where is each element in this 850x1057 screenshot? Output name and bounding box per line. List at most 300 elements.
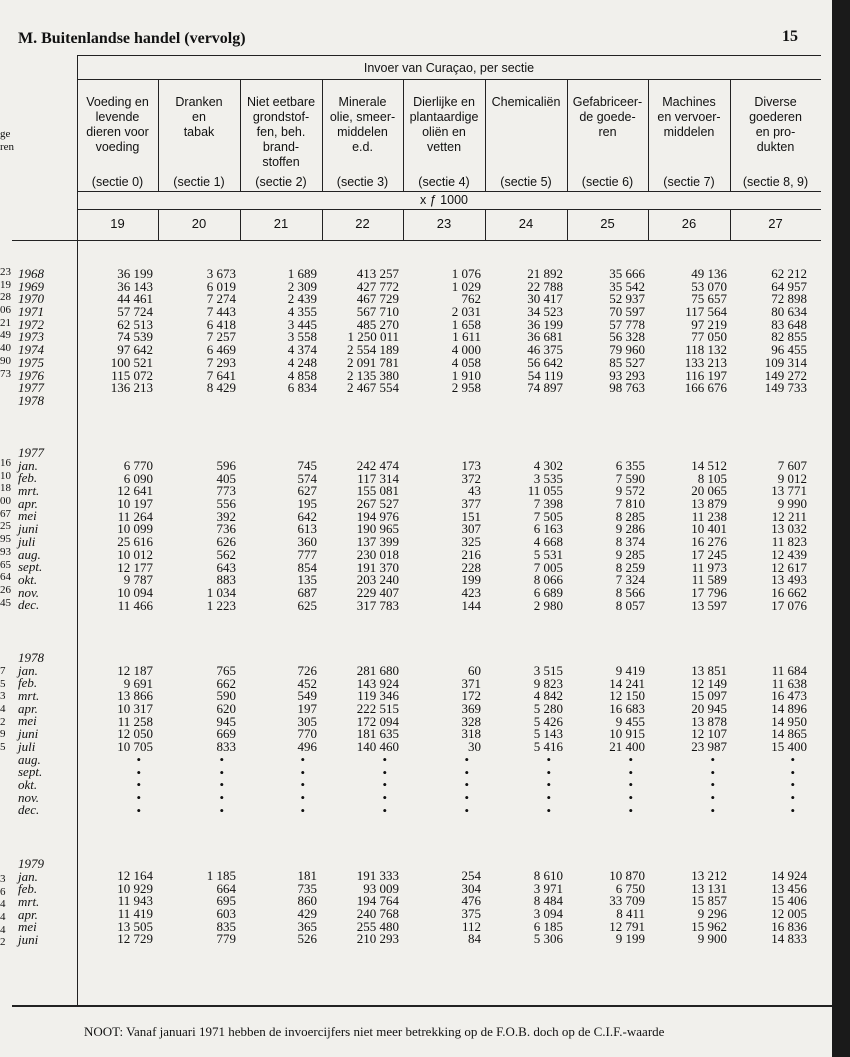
- missing-value-dot: •: [464, 777, 469, 793]
- table-cell: 44 461: [117, 291, 153, 307]
- table-cell: 3 515: [533, 663, 563, 678]
- table-cell: 8 411: [616, 906, 645, 922]
- table-cell: 93 009: [363, 880, 399, 896]
- table-cell: 883: [216, 572, 236, 588]
- column-number-2: 20: [191, 216, 207, 231]
- table-cell: 7 293: [206, 354, 236, 370]
- table-cell: 216: [461, 546, 481, 562]
- table-cell: 1 658: [451, 316, 481, 332]
- annual-col-2: [207, 268, 236, 395]
- table-cell: 10 012: [117, 546, 153, 562]
- monthly-1978-col-9: [771, 665, 807, 817]
- table-cell: 136 213: [110, 380, 153, 396]
- table-cell: 4 374: [287, 342, 317, 358]
- table-cell: 172: [461, 688, 481, 704]
- monthly-1979-col-3: [298, 870, 318, 946]
- table-cell: 12 150: [609, 688, 645, 704]
- table-cell: 627: [297, 483, 317, 499]
- table-cell: 2 439: [287, 291, 317, 307]
- column-number-6: 24: [518, 216, 534, 231]
- table-cell: 15 097: [691, 688, 727, 704]
- annual-col-5: [452, 268, 481, 395]
- page-number: 15: [782, 28, 798, 45]
- table-cell: 485 270: [356, 316, 399, 332]
- table-cell: 13 032: [771, 521, 807, 537]
- table-cell: 14 512: [691, 458, 727, 473]
- footnote: NOOT: Vanaf januari 1971 hebben de invoercijfers niet meer betrekking op de F.O.B. doch op de C.I.F.-waarde: [84, 1024, 665, 1039]
- table-cell: 135: [297, 572, 317, 588]
- missing-value-dot: •: [628, 764, 633, 780]
- column-section-3: (sectie 2): [255, 175, 307, 189]
- margin-fragment-top: ge ren: [0, 128, 15, 153]
- table-cell: 496: [297, 739, 317, 755]
- monthly-1977-col-2: [207, 460, 236, 612]
- table-cell: 84: [468, 931, 481, 947]
- monthly-1977-col-3: [298, 460, 318, 612]
- table-cell: 8 066: [533, 572, 563, 588]
- table-cell: 57 778: [609, 316, 645, 332]
- table-cell: 109 314: [764, 354, 807, 370]
- table-cell: 75 657: [691, 291, 727, 307]
- table-cell: 228: [461, 559, 481, 575]
- table-cell: 197: [297, 701, 317, 717]
- table-cell: 779: [216, 931, 236, 947]
- monthly-1977-col-5: [462, 460, 482, 612]
- table-cell: 1 689: [287, 266, 317, 281]
- table-cell: 194 976: [356, 508, 399, 524]
- missing-value-dot: •: [628, 802, 633, 818]
- table-cell: 117 564: [685, 304, 727, 320]
- table-cell: 8 484: [533, 893, 563, 909]
- table-cell: 56 328: [609, 329, 645, 345]
- missing-value-dot: •: [382, 802, 387, 818]
- table-cell: 9 285: [615, 546, 645, 562]
- table-cell: 12 729: [117, 931, 153, 947]
- table-cell: 13 851: [691, 663, 727, 678]
- table-cell: 1 034: [206, 584, 236, 600]
- table-cell: 13 771: [771, 483, 807, 499]
- annual-col-1: [111, 268, 153, 395]
- table-cell: 11 684: [771, 663, 807, 678]
- column-header-6: Chemicaliën: [491, 95, 561, 109]
- table-cell: 6 469: [206, 342, 236, 358]
- table-cell: 562: [216, 546, 236, 562]
- monthly-1977-col-4: [357, 460, 399, 612]
- table-cell: 229 407: [356, 584, 399, 600]
- table-cell: 35 542: [609, 278, 645, 294]
- table-cell: 372: [461, 470, 481, 486]
- table-cell: 210 293: [356, 931, 399, 947]
- table-cell: 7 398: [533, 496, 563, 512]
- monthly-1978-col-7: [609, 665, 645, 817]
- table-cell: 1 076: [451, 266, 481, 281]
- table-cell: 166 676: [684, 380, 727, 396]
- table-cell: 10 929: [117, 880, 153, 896]
- table-cell: 93 293: [609, 367, 645, 383]
- table-cell: 12 005: [771, 906, 807, 922]
- missing-value-dot: •: [219, 751, 224, 767]
- table-cell: 6 770: [123, 458, 153, 473]
- table-cell: 16 662: [771, 584, 807, 600]
- table-cell: 762: [461, 291, 481, 307]
- table-cell: 21 892: [527, 266, 563, 281]
- table-cell: 14 924: [771, 868, 807, 883]
- missing-value-dot: •: [546, 802, 551, 818]
- table-cell: 4 842: [533, 688, 563, 704]
- table-cell: 13 505: [117, 918, 153, 934]
- monthly-1978-col-1: [117, 665, 153, 817]
- table-cell: 191 370: [356, 559, 399, 575]
- table-cell: 100 521: [110, 354, 153, 370]
- table-cell: 8 057: [615, 597, 645, 613]
- table-cell: 371: [461, 675, 481, 691]
- table-cell: 11 055: [527, 483, 563, 499]
- table-cell: 2 309: [287, 278, 317, 294]
- table-cell: 7 607: [777, 458, 807, 473]
- table-cell: 13 879: [691, 496, 727, 512]
- annual-col-4: [347, 268, 399, 395]
- table-cell: 12 617: [771, 559, 807, 575]
- table-cell: 4 355: [287, 304, 317, 320]
- table-cell: 240 768: [356, 906, 399, 922]
- missing-value-dot: •: [546, 789, 551, 805]
- column-number-7: 25: [600, 216, 615, 231]
- monthly-1978-col-4: [357, 665, 399, 817]
- table-cell: 736: [216, 521, 236, 537]
- table-cell: 222 515: [356, 701, 399, 717]
- table-cell: 144: [461, 597, 481, 613]
- missing-value-dot: •: [710, 802, 715, 818]
- missing-value-dot: •: [790, 764, 795, 780]
- table-cell: 15 406: [771, 893, 807, 909]
- table-cell: 8 105: [697, 470, 727, 486]
- missing-value-dot: •: [790, 789, 795, 805]
- table-cell: 365: [297, 918, 317, 934]
- table-cell: 3 558: [287, 329, 317, 345]
- column-header-4: Minerale olie, smeer- middelen e.d.: [329, 95, 396, 154]
- column-number-5: 23: [436, 216, 452, 231]
- colnum-rule: [12, 240, 821, 241]
- table-cell: 20 945: [691, 701, 727, 717]
- table-cell: 181 635: [356, 726, 399, 742]
- table-cell: 143 924: [356, 675, 399, 691]
- missing-value-dot: •: [382, 777, 387, 793]
- row-labels-annual: 1968 1969 1970 1971 1972 1973 1974 1975 1976 1977 1978: [18, 266, 44, 408]
- section-rule: [77, 191, 821, 192]
- margin-fragment-1977: 16 10 18 00 67 25 95 93 65 64 26 45: [0, 457, 11, 609]
- table-cell: 7 443: [206, 304, 236, 320]
- missing-value-dot: •: [136, 751, 141, 767]
- table-cell: 687: [297, 584, 317, 600]
- table-cell: 155 081: [356, 483, 399, 499]
- table-cell: 8 429: [206, 380, 236, 396]
- table-cell: 626: [216, 534, 236, 550]
- missing-value-dot: •: [219, 764, 224, 780]
- column-header-9: Diverse goederen en pro- dukten: [749, 95, 802, 154]
- table-cell: 620: [216, 701, 236, 717]
- table-cell: 6 163: [533, 521, 563, 537]
- table-cell: 11 466: [117, 597, 153, 613]
- column-header-8: Machines en vervoer- middelen: [657, 95, 721, 139]
- table-cell: 5 280: [533, 701, 563, 717]
- table-cell: 423: [461, 584, 481, 600]
- table-cell: 735: [297, 880, 317, 896]
- table-cell: 567 710: [356, 304, 399, 320]
- monthly-1977-col-8: [691, 460, 727, 612]
- margin-fragment-1978: 7 5 3 4 2 9 5: [0, 665, 6, 754]
- column-number-9: 27: [768, 216, 783, 231]
- table-cell: 13 878: [691, 713, 727, 729]
- missing-value-dot: •: [790, 751, 795, 767]
- table-cell: 30 417: [527, 291, 563, 307]
- table-cell: 664: [216, 880, 236, 896]
- unit-rule: [77, 209, 821, 210]
- column-section-9: (sectie 8, 9): [742, 175, 809, 189]
- table-cell: 10 099: [117, 521, 153, 537]
- table-cell: 96 455: [771, 342, 807, 358]
- missing-value-dot: •: [136, 777, 141, 793]
- table-cell: 11 238: [691, 508, 727, 524]
- table-cell: 669: [216, 726, 236, 742]
- table-cell: 57 724: [117, 304, 153, 320]
- table-cell: 281 680: [356, 663, 399, 678]
- table-cell: 97 219: [691, 316, 727, 332]
- table-cell: 30: [468, 739, 481, 755]
- table-cell: 54 119: [527, 367, 563, 383]
- missing-value-dot: •: [628, 751, 633, 767]
- table-cell: 7 005: [533, 559, 563, 575]
- row-labels-1978: 1978 jan. feb. mrt. apr. mei juni juli aug. sept. okt. nov. dec.: [18, 650, 44, 818]
- table-cell: 16 836: [771, 918, 807, 934]
- table-cell: 360: [297, 534, 317, 550]
- monthly-1979-col-6: [534, 870, 563, 946]
- table-cell: 23 987: [691, 739, 727, 755]
- table-cell: 777: [297, 546, 317, 562]
- table-cell: 115 072: [111, 367, 153, 383]
- table-cell: 12 187: [117, 663, 153, 678]
- table-cell: 526: [297, 931, 317, 947]
- table-cell: 72 898: [771, 291, 807, 307]
- missing-value-dot: •: [464, 751, 469, 767]
- table-cell: 2 980: [533, 597, 563, 613]
- section-title: M. Buitenlandse handel (vervolg): [18, 30, 246, 47]
- table-cell: 2 554 189: [347, 342, 399, 358]
- table-cell: 6 185: [533, 918, 563, 934]
- table-cell: 13 131: [691, 880, 727, 896]
- monthly-1979-col-8: [691, 870, 727, 946]
- table-cell: 307: [461, 521, 481, 537]
- table-cell: 854: [297, 559, 317, 575]
- table-cell: 242 474: [356, 458, 399, 473]
- table-cell: 9 691: [123, 675, 153, 691]
- table-cell: 8 566: [615, 584, 645, 600]
- table-cell: 74 539: [117, 329, 153, 345]
- table-cell: 9 455: [615, 713, 645, 729]
- missing-value-dot: •: [546, 751, 551, 767]
- table-cell: 203 240: [356, 572, 399, 588]
- table-cell: 85 527: [609, 354, 645, 370]
- table-cell: 13 597: [691, 597, 727, 613]
- table-cell: 12 641: [117, 483, 153, 499]
- table-cell: 4 302: [533, 458, 563, 473]
- table-cell: 413 257: [356, 266, 399, 281]
- table-cell: 695: [216, 893, 236, 909]
- table-cell: 613: [297, 521, 317, 537]
- table-cell: 9 199: [615, 931, 645, 947]
- table-cell: 14 950: [771, 713, 807, 729]
- table-cell: 11 264: [117, 508, 153, 524]
- monthly-1979-col-1: [117, 870, 153, 946]
- missing-value-dot: •: [628, 777, 633, 793]
- monthly-1979-col-4: [357, 870, 399, 946]
- table-cell: 10 401: [691, 521, 727, 537]
- table-cell: 325: [461, 534, 481, 550]
- table-cell: 1 611: [452, 329, 481, 345]
- missing-value-dot: •: [464, 764, 469, 780]
- table-cell: 2 135 380: [347, 367, 399, 383]
- table-cell: 726: [297, 663, 317, 678]
- table-cell: 4 668: [533, 534, 563, 550]
- table-cell: 116 197: [685, 367, 727, 383]
- table-cell: 6 355: [615, 458, 645, 473]
- monthly-1979-col-2: [207, 870, 236, 946]
- monthly-1977-col-6: [528, 460, 563, 612]
- table-cell: 12 149: [691, 675, 727, 691]
- footer-rule: [12, 1005, 832, 1007]
- table-cell: 642: [297, 508, 317, 524]
- monthly-1979-col-9: [771, 870, 807, 946]
- table-cell: 15 962: [691, 918, 727, 934]
- table-cell: 467 729: [356, 291, 399, 307]
- table-cell: 7 505: [533, 508, 563, 524]
- table-cell: 267 527: [356, 496, 399, 512]
- table-cell: 405: [216, 470, 236, 486]
- table-cell: 149 733: [764, 380, 807, 396]
- monthly-1977-col-1: [117, 460, 153, 612]
- column-section-2: (sectie 1): [173, 175, 225, 189]
- table-cell: 11 638: [771, 675, 807, 691]
- table-cell: 773: [216, 483, 236, 499]
- monthly-1978-col-2: [217, 665, 237, 817]
- missing-value-dot: •: [300, 751, 305, 767]
- table-cell: 79 960: [609, 342, 645, 358]
- column-number-8: 26: [681, 216, 697, 231]
- table-cell: 13 493: [771, 572, 807, 588]
- missing-value-dot: •: [382, 789, 387, 805]
- missing-value-dot: •: [382, 751, 387, 767]
- table-cell: 17 076: [771, 597, 807, 613]
- table-cell: 9 900: [697, 931, 727, 947]
- table-cell: 62 212: [771, 266, 807, 281]
- table-cell: 429: [297, 906, 317, 922]
- table-cell: 7 810: [615, 496, 645, 512]
- table-cell: 6 418: [206, 316, 236, 332]
- table-cell: 860: [297, 893, 317, 909]
- table-cell: 15 857: [691, 893, 727, 909]
- table-cell: 14 865: [771, 726, 807, 742]
- table-cell: 254: [461, 868, 481, 883]
- table-cell: 8 285: [615, 508, 645, 524]
- column-header-1: Voeding en levende dieren voor voeding: [86, 95, 149, 154]
- missing-value-dot: •: [710, 777, 715, 793]
- missing-value-dot: •: [136, 802, 141, 818]
- table-cell: 9 823: [533, 675, 563, 691]
- monthly-1978-col-3: [298, 665, 318, 817]
- header-subrule: [77, 79, 821, 80]
- table-cell: 112: [461, 918, 481, 934]
- table-cell: 22 788: [527, 278, 563, 294]
- table-cell: 11 419: [117, 906, 153, 922]
- table-cell: 172 094: [356, 713, 399, 729]
- table-cell: 392: [216, 508, 236, 524]
- table-cell: 6 750: [615, 880, 645, 896]
- table-cell: 16 276: [691, 534, 727, 550]
- monthly-1978-col-5: [462, 665, 482, 817]
- table-cell: 12 439: [771, 546, 807, 562]
- annual-col-8: [685, 268, 727, 395]
- table-cell: 137 399: [356, 534, 399, 550]
- table-cell: 15 400: [771, 739, 807, 755]
- table-cell: 35 666: [609, 266, 645, 281]
- table-cell: 255 480: [356, 918, 399, 934]
- margin-fragment-annual: 23 19 28 06 21 49 40 90 73: [0, 266, 11, 380]
- table-cell: 8 610: [533, 868, 563, 883]
- table-cell: 4 058: [451, 354, 481, 370]
- table-cell: 194 764: [356, 893, 399, 909]
- table-cell: 21 400: [609, 739, 645, 755]
- table-cell: 6 090: [123, 470, 153, 486]
- table-cell: 12 164: [117, 868, 153, 883]
- table-cell: 62 513: [117, 316, 153, 332]
- missing-value-dot: •: [628, 789, 633, 805]
- table-cell: 16 473: [771, 688, 807, 704]
- missing-value-dot: •: [300, 789, 305, 805]
- table-cell: 10 094: [117, 584, 153, 600]
- table-cell: 195: [297, 496, 317, 512]
- missing-value-dot: •: [219, 777, 224, 793]
- table-cell: 765: [216, 663, 236, 678]
- missing-value-dot: •: [790, 802, 795, 818]
- missing-value-dot: •: [710, 789, 715, 805]
- table-cell: 11 258: [117, 713, 153, 729]
- table-cell: 7 324: [615, 572, 645, 588]
- table-cell: 596: [216, 458, 236, 473]
- table-cell: 36 681: [527, 329, 563, 345]
- book-edge: [832, 0, 850, 1057]
- table-cell: 9 990: [777, 496, 807, 512]
- table-cell: 3 971: [533, 880, 563, 896]
- table-cell: 5 143: [533, 726, 563, 742]
- table-cell: 43: [468, 483, 481, 499]
- stub-rule: [77, 55, 78, 1005]
- table-cell: 36 143: [117, 278, 153, 294]
- table-cell: 10 197: [117, 496, 153, 512]
- table-cell: 4 000: [451, 342, 481, 358]
- table-cell: 49 136: [691, 266, 727, 281]
- table-cell: 46 375: [527, 342, 563, 358]
- table-cell: 56 642: [527, 354, 563, 370]
- column-section-1: (sectie 0): [91, 175, 144, 189]
- missing-value-dot: •: [464, 802, 469, 818]
- table-cell: 476: [461, 893, 481, 909]
- table-cell: 7 590: [615, 470, 645, 486]
- table-cell: 4 858: [287, 367, 317, 383]
- annual-col-9: [765, 268, 807, 395]
- table-cell: 945: [216, 713, 236, 729]
- table-cell: 173: [461, 458, 481, 473]
- column-section-6: (sectie 5): [500, 175, 552, 189]
- table-cell: 1 910: [451, 367, 481, 383]
